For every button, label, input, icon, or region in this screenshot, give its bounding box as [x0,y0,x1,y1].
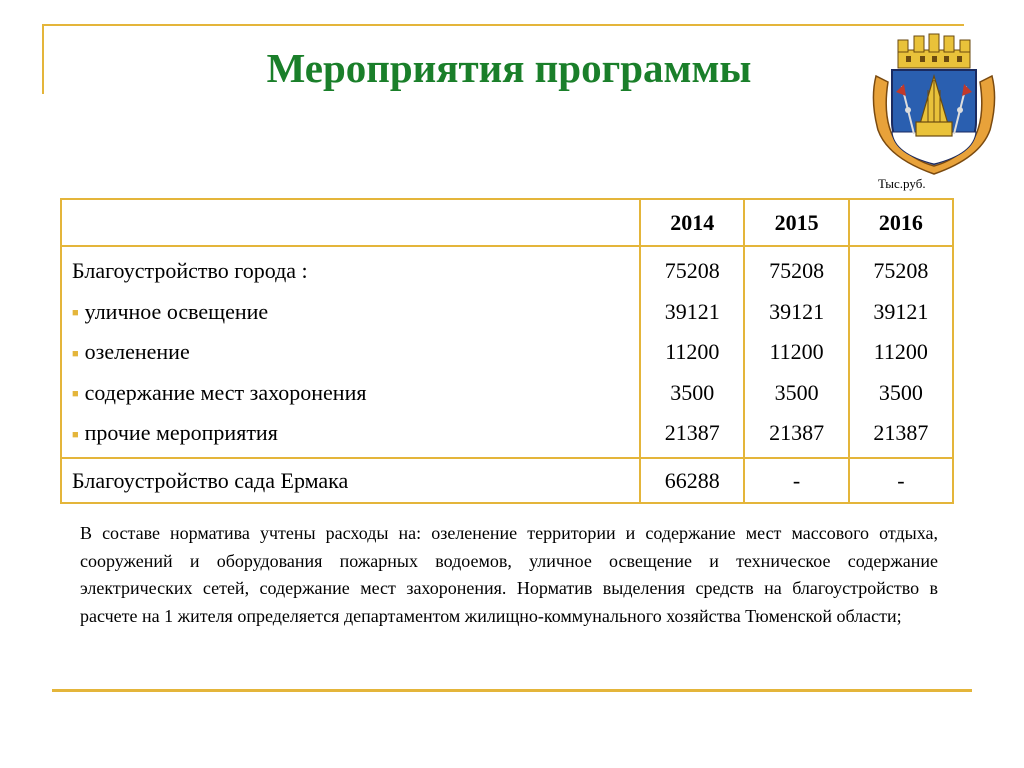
note-paragraph: В составе норматива учтены расходы на: озеленение территории и содержание мест массового отдыха, сооружений и оборудования пожарных водоемов, уличное освещение и техническое содержание электрических сетей, содержание мест захоронения. Норматив выделения средств на благоустройство в расчете на 1 жителя определяется департаментом жилищно-коммунального хозяйства Тюменской области; [80,523,938,626]
value: 39121 [873,298,929,324]
value: 3500 [670,379,715,405]
square-bullet-icon: ■ [72,307,79,320]
units-label: Тыс.руб. [878,176,926,191]
item-label: озеленение [84,339,190,364]
item-label: уличное освещение [84,298,269,324]
value: 21387 [664,420,720,445]
item-label: содержание мест захоронения [84,379,367,405]
table-header-row [61,199,953,246]
value: 75208 [769,258,825,283]
value: 75208 [873,258,929,283]
value: 11200 [665,339,720,364]
item-label: прочие мероприятия [84,420,278,445]
list-item [62,413,639,454]
table-row-ermak-garden [61,458,953,503]
header-empty-cell [61,199,640,246]
value: 3500 [774,379,819,405]
program-budget-table [60,198,954,504]
value: 21387 [873,420,929,445]
slide-title: Мероприятия программы [266,45,752,91]
square-bullet-icon: ■ [72,428,79,441]
value: 21387 [769,420,825,445]
values-2014-cell [640,246,744,458]
value: 39121 [664,298,720,324]
header-year-2014: 2014 [640,199,744,246]
value: 3500 [878,379,923,405]
frame-line-top [42,24,964,26]
values-2015-cell [744,246,848,458]
list-item [62,292,639,333]
row-label: Благоустройство сада Ермака [61,458,640,503]
values-2016-cell [849,246,953,458]
list-item [62,373,639,414]
value: 39121 [769,298,825,324]
value: 66288 [640,458,744,503]
header-year-2015: 2015 [744,199,848,246]
square-bullet-icon: ■ [72,388,79,401]
list-item [62,332,639,373]
table-row-city-improvement [61,246,953,458]
square-bullet-icon: ■ [72,347,79,360]
value: 11200 [769,339,824,364]
group-labels-cell [61,246,640,458]
value: 11200 [873,339,928,364]
frame-line-bottom [52,689,972,692]
city-coat-of-arms-icon [868,30,1000,176]
value: - [744,458,848,503]
group-label: Благоустройство города : [72,258,308,283]
value: 75208 [664,258,720,283]
value: - [849,458,953,503]
header-year-2016: 2016 [849,199,953,246]
